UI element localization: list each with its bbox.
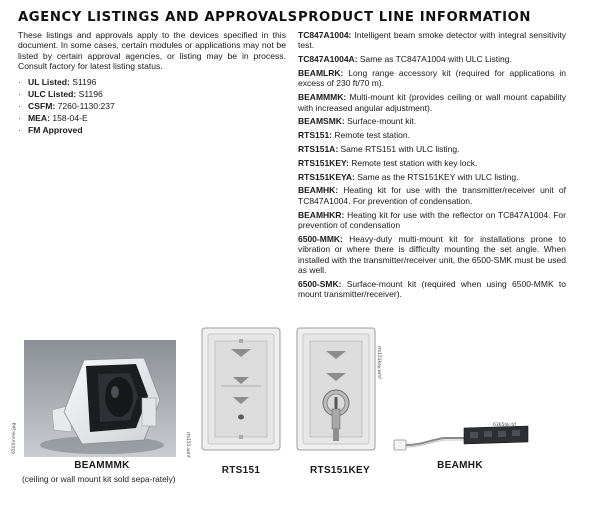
listing-item: [18, 100, 286, 112]
product-code: RTS151:: [298, 130, 333, 141]
product-item: [298, 30, 566, 51]
rts151-image: [201, 327, 281, 451]
product-desc: Surface-mount kit.: [344, 116, 417, 127]
product-code: BEAMLRK:: [298, 68, 344, 78]
rts151-caption: RTS151: [221, 465, 261, 476]
product-item: [298, 68, 566, 89]
product-item: [298, 185, 566, 206]
beammmk-caption: BEAMMMK: [74, 460, 130, 471]
bullet-icon: ·: [18, 101, 21, 112]
bullet-icon: ·: [18, 77, 21, 88]
listing-label: UL Listed:: [28, 77, 70, 88]
product-code: RTS151KEY:: [298, 157, 349, 168]
rts151key-file-id: rts151key.wmf: [376, 346, 381, 379]
listing-label: FM Approved: [28, 125, 83, 136]
product-code: BEAMMMK:: [298, 92, 347, 103]
product-item: [298, 234, 566, 276]
beammmk-photo: [24, 340, 176, 457]
listing-value: 158-04-E: [49, 113, 88, 124]
listing-label: CSFM:: [28, 101, 56, 112]
rts151key-caption: RTS151KEY: [310, 465, 370, 476]
product-desc: Heavy-duty multi-mount kit for installations prone to vibration or where there is difficulty mounting the set angle. When installed with the transmitter/receiver unit, the 6500-SMK must be used as well.: [298, 233, 566, 276]
beammmk-image: [24, 340, 176, 457]
product-desc: Long range accessory kit (required for applications in excess of 230 ft/70 m).: [298, 68, 566, 89]
product-code: RTS151A:: [298, 144, 339, 154]
listing-label: MEA:: [28, 113, 50, 124]
product-code: TC847A1004A:: [298, 54, 358, 65]
product-desc: Remote test station with key lock.: [348, 157, 478, 168]
beamhk-caption: BEAMHK: [437, 460, 483, 471]
beammmk-file-id: 6500mmk.jpg: [12, 422, 17, 454]
product-desc: Heating kit for use with the transmitter/receiver unit of TC847A1004. For prevention of condensation.: [298, 185, 566, 206]
listing-item: [18, 88, 286, 100]
rts151-file-id: rts151.wmf: [185, 432, 190, 458]
listing-item: [18, 124, 286, 136]
rts151-photo: [201, 327, 281, 451]
listing-value: S1196: [69, 77, 97, 88]
product-desc: Heating kit for use with the reflector on TC847A1004. For prevention of condensation: [298, 209, 566, 230]
listing-item: [18, 112, 286, 124]
listing-item: [18, 76, 286, 88]
product-item: [298, 54, 566, 64]
product-item: [298, 144, 566, 154]
product-desc: Intelligent beam smoke detector with integral sensitivity test.: [298, 30, 566, 51]
product-desc: Same RTS151 with ULC listing.: [338, 144, 460, 154]
rts151key-image: [296, 327, 376, 451]
product-item: [298, 210, 566, 231]
listings-list: [18, 76, 286, 136]
agency-heading: AGENCY LISTINGS AND APPROVALS: [18, 10, 298, 25]
bullet-icon: ·: [18, 113, 21, 124]
bullet-icon: ·: [18, 89, 21, 100]
product-desc: Multi-mount kit (provides ceiling or wall mount capability with increased angular adjustment).: [298, 92, 566, 113]
product-line-heading: PRODUCT LINE INFORMATION: [298, 10, 532, 25]
product-desc: Remote test station.: [332, 130, 410, 141]
agency-intro: These listings and approvals apply to the devices specified in this document. In some cases, certain modules or applications may not be listed by certain approval agencies, or listing may be in process. Consult factory for latest listing status.: [18, 30, 286, 71]
rts151key-photo: [296, 327, 376, 451]
product-code: 6500-MMK:: [298, 233, 343, 244]
product-code: BEAMHKR:: [298, 209, 345, 220]
product-code: TC847A1004:: [298, 30, 352, 40]
product-code: BEAMSMK:: [298, 116, 345, 127]
agency-listings-section: [18, 10, 298, 136]
product-item: [298, 130, 566, 140]
product-item: [298, 172, 566, 182]
product-item: [298, 158, 566, 168]
bullet-icon: ·: [18, 125, 21, 136]
product-item: [298, 116, 566, 126]
product-desc: Same as TC847A1004 with ULC Listing.: [357, 54, 512, 65]
product-code: BEAMHK:: [298, 185, 339, 196]
product-desc: Surface-mount kit (required when using 6500-MMK to mount transmitter/receiver).: [298, 278, 566, 300]
listing-label: ULC Listed:: [28, 89, 77, 100]
listing-value: S1196: [76, 89, 103, 100]
product-line-section: [298, 10, 566, 303]
product-code: 6500-SMK:: [298, 278, 342, 289]
product-code: RTS151KEYA:: [298, 171, 355, 182]
listing-value: 7260-1130:237: [55, 101, 115, 112]
beamhk-file-id: 6365hk.tif: [493, 423, 516, 428]
product-desc: Same as the RTS151KEY with ULC listing.: [354, 171, 519, 182]
product-item: [298, 92, 566, 113]
beammmk-note: (ceiling or wall mount kit sold sepa-rately): [22, 474, 176, 484]
product-item: [298, 279, 566, 300]
